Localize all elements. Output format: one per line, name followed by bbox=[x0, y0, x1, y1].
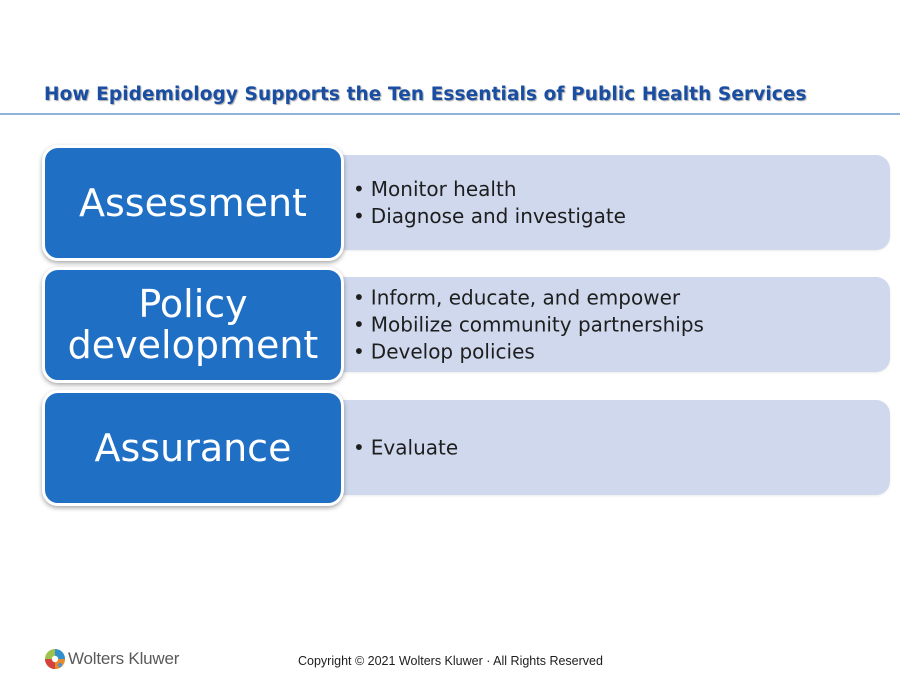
bullet-item: • Inform, educate, and empower bbox=[353, 284, 704, 311]
bullet-list-assessment bbox=[353, 176, 626, 230]
bullet-list-assurance bbox=[353, 434, 458, 461]
category-label: Policy development bbox=[67, 282, 319, 367]
row-policy-development bbox=[0, 267, 900, 383]
bullet-list-policy-development bbox=[353, 284, 704, 365]
copyright-text: Copyright © 2021 Wolters Kluwer · All Rights Reserved bbox=[298, 654, 603, 668]
wolters-kluwer-logo-icon bbox=[44, 648, 66, 670]
category-label: Assessment bbox=[79, 180, 307, 225]
detail-box-policy-development bbox=[305, 277, 890, 372]
category-label: Assurance bbox=[94, 425, 292, 470]
title-divider bbox=[0, 113, 900, 115]
row-assessment bbox=[0, 145, 900, 261]
slide-title: How Epidemiology Supports the Ten Essentials of Public Health Services bbox=[44, 84, 807, 105]
detail-box-assurance bbox=[305, 400, 890, 495]
bullet-item: • Evaluate bbox=[353, 434, 458, 461]
bullet-item: • Monitor health bbox=[353, 176, 626, 203]
logo-text: Wolters Kluwer bbox=[68, 649, 180, 668]
bullet-item: • Develop policies bbox=[353, 338, 704, 365]
bullet-item: • Diagnose and investigate bbox=[353, 203, 626, 230]
detail-box-assessment bbox=[305, 155, 890, 250]
bullet-item: • Mobilize community partnerships bbox=[353, 311, 704, 338]
row-assurance bbox=[0, 390, 900, 506]
category-box-policy-development bbox=[42, 267, 344, 383]
wolters-kluwer-logo bbox=[44, 648, 179, 670]
category-box-assessment bbox=[42, 145, 344, 261]
category-box-assurance bbox=[42, 390, 344, 506]
